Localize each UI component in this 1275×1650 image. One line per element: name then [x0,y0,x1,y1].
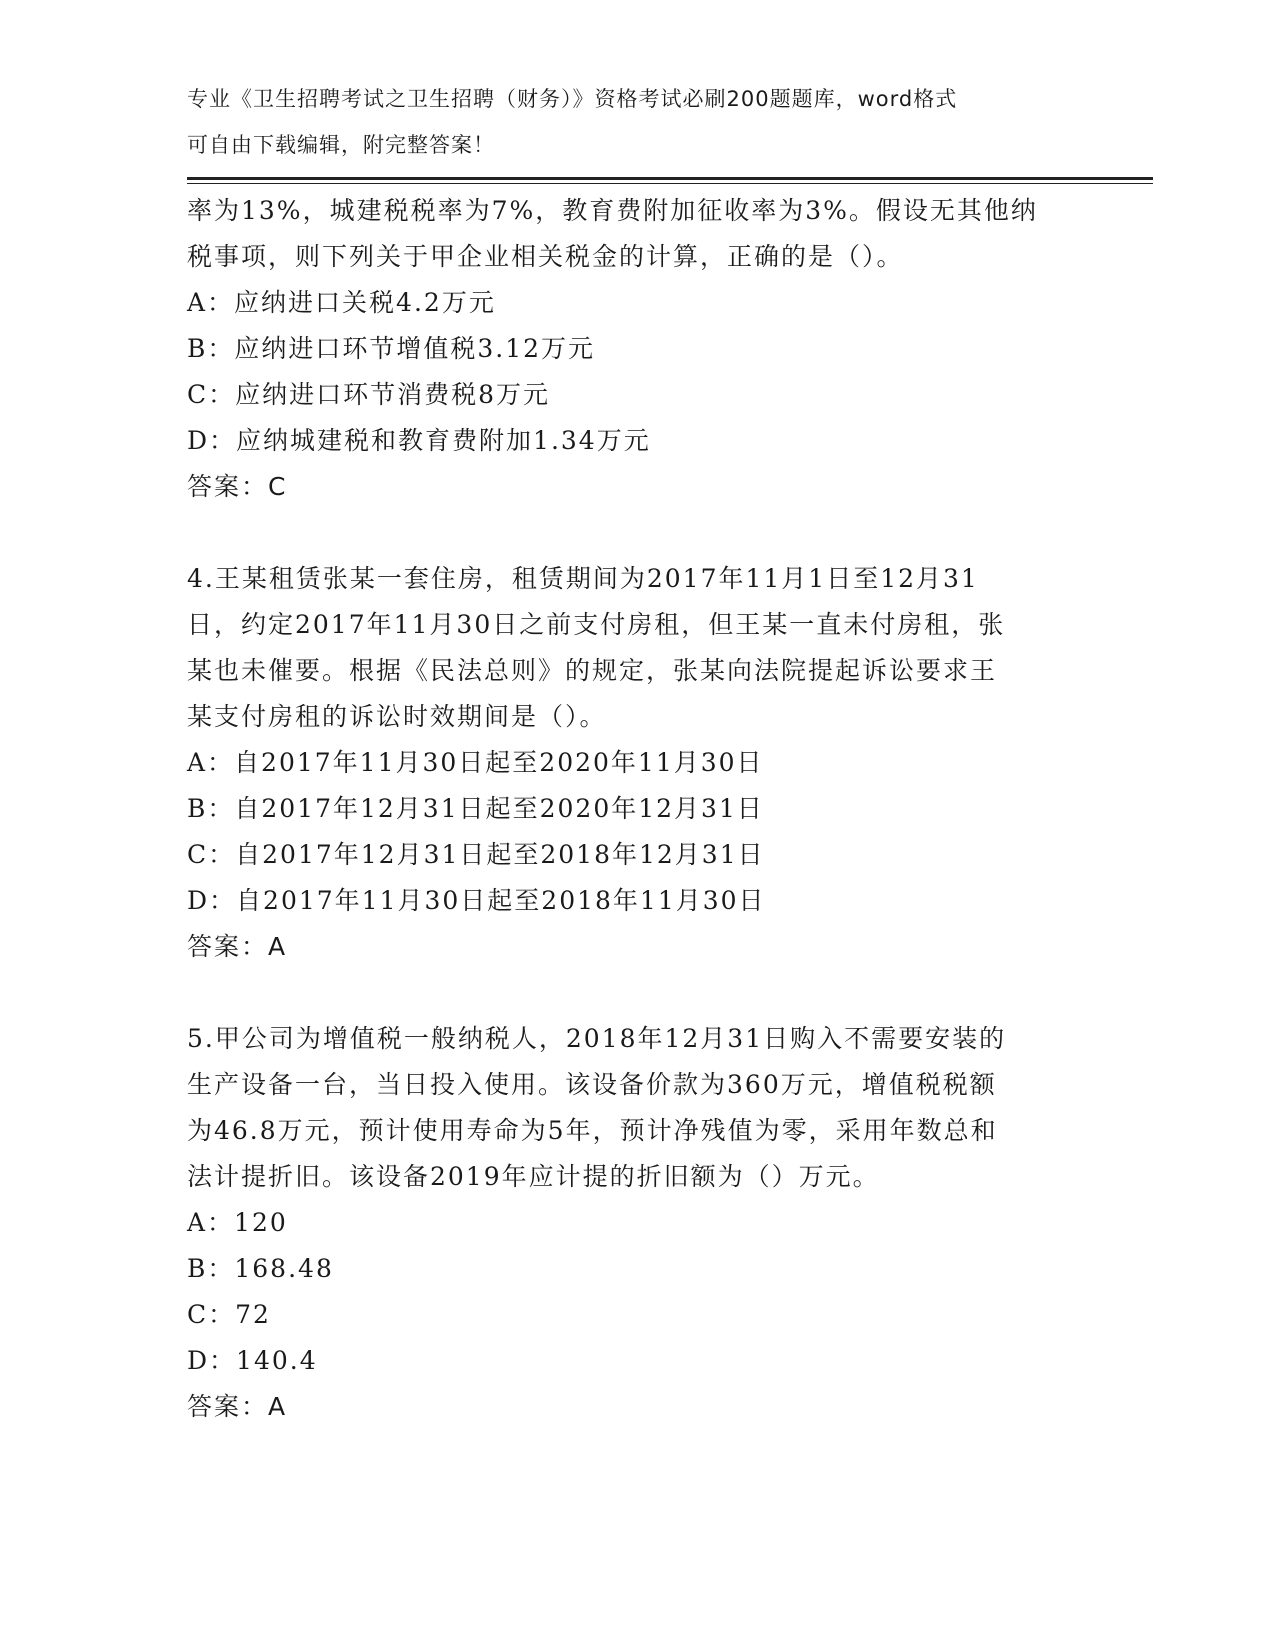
option-d: D：自2017年11月30日起至2018年11月30日 [187,886,766,915]
answer-label: 答案：C [187,472,288,501]
header-divider-thick [187,177,1153,180]
answer-label: 答案：A [187,932,288,961]
option-d: D：应纳城建税和教育费附加1.34万元 [187,426,651,455]
option-a: A：自2017年11月30日起至2020年11月30日 [187,748,764,777]
option-b: B：168.48 [187,1254,334,1283]
question-stem-line: 日，约定2017年11月30日之前支付房租，但王某一直未付房租，张 [187,610,1006,639]
question-stem-line: 生产设备一台，当日投入使用。该设备价款为360万元，增值税税额 [187,1070,997,1099]
option-b: B：自2017年12月31日起至2020年12月31日 [187,794,764,823]
question-stem-line: 为46.8万元，预计使用寿命为5年，预计净残值为零，采用年数总和 [187,1116,998,1145]
option-b: B：应纳进口环节增值税3.12万元 [187,334,596,363]
question-stem-line: 税事项，则下列关于甲企业相关税金的计算，正确的是（）。 [187,242,904,271]
question-stem-line: 某支付房租的诉讼时效期间是（）。 [187,702,607,731]
option-d: D：140.4 [187,1346,318,1375]
header-divider-thin [187,183,1153,184]
question-stem-line: 率为13%，城建税税率为7%，教育费附加征收率为3%。假设无其他纳 [187,196,1038,225]
option-c: C：自2017年12月31日起至2018年12月31日 [187,840,765,869]
answer-label: 答案：A [187,1392,288,1421]
question-list [187,188,1067,1430]
question-spacer [187,510,1067,556]
header-title-line-2: 可自由下载编辑，附完整答案！ [187,133,495,157]
document-header [187,76,1067,168]
question-stem-line: 4.王某租赁张某一套住房，租赁期间为2017年11月1日至12月31 [187,564,979,593]
option-c: C：应纳进口环节消费税8万元 [187,380,551,409]
question-3 [187,188,1067,510]
option-a: A：120 [187,1208,288,1237]
question-stem-line: 5.甲公司为增值税一般纳税人，2018年12月31日购入不需要安装的 [187,1024,1007,1053]
question-stem-line: 某也未催要。根据《民法总则》的规定，张某向法院提起诉讼要求王 [187,656,998,685]
question-4 [187,556,1067,970]
question-stem-line: 法计提折旧。该设备2019年应计提的折旧额为（）万元。 [187,1162,880,1191]
option-c: C：72 [187,1300,271,1329]
header-title-line-1: 专业《卫生招聘考试之卫生招聘（财务）》资格考试必刷200题题库，word格式 [187,87,958,111]
question-5 [187,1016,1067,1430]
option-a: A：应纳进口关税4.2万元 [187,288,496,317]
question-spacer [187,970,1067,1016]
